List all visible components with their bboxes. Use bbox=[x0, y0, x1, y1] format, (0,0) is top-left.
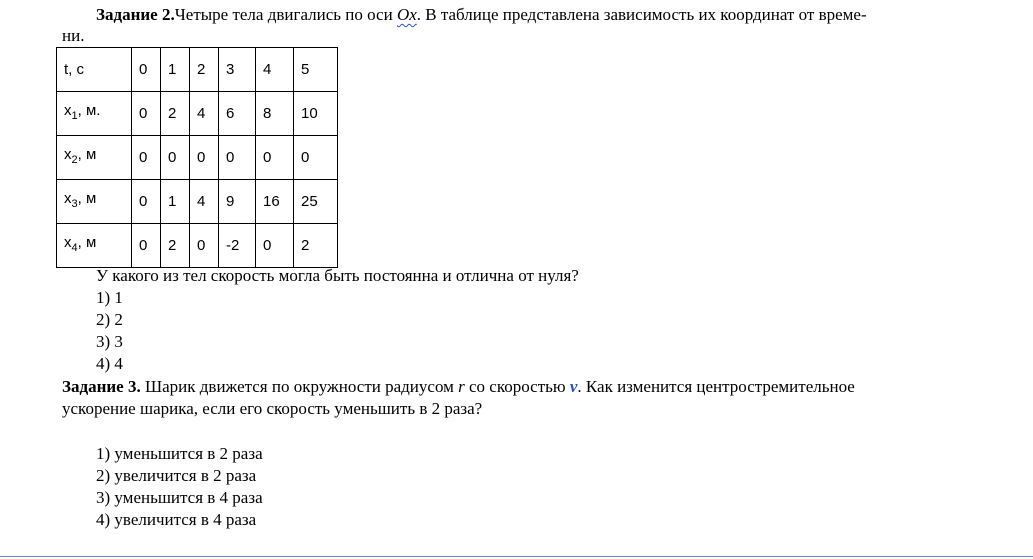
row-header: $x_4$, м bbox=[57, 224, 132, 268]
coordinates-table bbox=[56, 47, 338, 268]
table-cell: 0 bbox=[132, 224, 161, 268]
answer-option: 2) 2 bbox=[96, 310, 123, 329]
table-cell: 2 bbox=[294, 224, 338, 268]
answer-option: 4) увеличится в 4 раза bbox=[96, 510, 257, 529]
question2: У какого из тел скорость могла быть постоянна и отлична от нуля? bbox=[96, 266, 579, 285]
table-cell: 10 bbox=[294, 92, 338, 136]
table-cell: 2 bbox=[161, 224, 190, 268]
row-header: $x_1$, м. bbox=[57, 92, 132, 136]
table-cell: 0 bbox=[190, 224, 219, 268]
task2-text-a: Четыре тела двигались по оси bbox=[174, 5, 397, 24]
table-row-x4 bbox=[57, 224, 338, 268]
table-cell: 4 bbox=[190, 180, 219, 224]
bottom-divider bbox=[0, 556, 1033, 557]
table-cell: 0 bbox=[161, 136, 190, 180]
table-cell: 0 bbox=[132, 48, 161, 92]
answer-option: 3) уменьшится в 4 раза bbox=[96, 488, 263, 507]
task3-line2: ускорение шарика, если его скорость уменьшить в 2 раза? bbox=[62, 399, 483, 418]
table-cell: 0 bbox=[219, 136, 256, 180]
table-row-x1 bbox=[57, 92, 338, 136]
table-cell: 0 bbox=[256, 136, 294, 180]
table-cell: 2 bbox=[190, 48, 219, 92]
table-cell: 9 bbox=[219, 180, 256, 224]
task3-heading bbox=[62, 376, 855, 398]
table-cell: 2 bbox=[161, 92, 190, 136]
table-cell: 6 bbox=[219, 92, 256, 136]
answer-option: 1) уменьшится в 2 раза bbox=[96, 444, 263, 463]
table-cell: 4 bbox=[256, 48, 294, 92]
radius-var: r bbox=[458, 377, 465, 396]
table-cell: 0 bbox=[132, 180, 161, 224]
table-row-time bbox=[57, 48, 338, 92]
table-cell: 0 bbox=[294, 136, 338, 180]
task2-label: Задание 2. bbox=[96, 5, 175, 24]
task3-text-c: . Как изменится центростремительное bbox=[577, 377, 855, 396]
axis-label: Ox bbox=[396, 5, 417, 24]
table-cell: 4 bbox=[190, 92, 219, 136]
table-cell: 0 bbox=[132, 92, 161, 136]
answer-option: 4) 4 bbox=[96, 354, 123, 373]
table-cell: 0 bbox=[190, 136, 219, 180]
task3-text-a: Шарик движется по окружности радиусом bbox=[140, 377, 459, 396]
table-cell: 8 bbox=[256, 92, 294, 136]
row-header: $x_3$, м bbox=[57, 180, 132, 224]
table-cell: -2 bbox=[219, 224, 256, 268]
table-cell: 1 bbox=[161, 48, 190, 92]
table-row-x3 bbox=[57, 180, 338, 224]
table-cell: 3 bbox=[219, 48, 256, 92]
task3-label: Задание 3. bbox=[62, 377, 141, 396]
task3-text-b: со скоростью bbox=[464, 377, 570, 396]
task2-heading bbox=[96, 4, 867, 26]
table-cell: 5 bbox=[294, 48, 338, 92]
table-cell: 16 bbox=[256, 180, 294, 224]
task2-text-b: . В таблице представлена зависимость их координат от време- bbox=[416, 5, 867, 24]
velocity-var: v bbox=[569, 377, 578, 396]
answer-option: 1) 1 bbox=[96, 288, 123, 307]
table-row-x2 bbox=[57, 136, 338, 180]
task2-line2: ни. bbox=[62, 26, 85, 45]
table-cell: 0 bbox=[256, 224, 294, 268]
answer-option: 3) 3 bbox=[96, 332, 123, 351]
row-header: t, с bbox=[57, 48, 132, 92]
table-cell: 25 bbox=[294, 180, 338, 224]
row-header: $x_2$, м bbox=[57, 136, 132, 180]
answer-option: 2) увеличится в 2 раза bbox=[96, 466, 257, 485]
table-cell: 1 bbox=[161, 180, 190, 224]
table-cell: 0 bbox=[132, 136, 161, 180]
